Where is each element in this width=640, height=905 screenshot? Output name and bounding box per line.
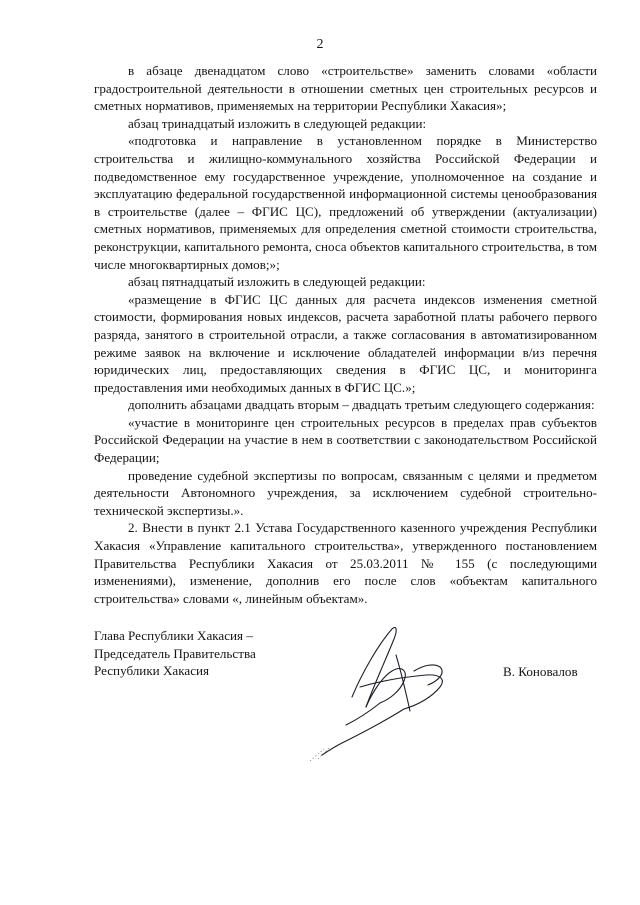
paragraph-5: «размещение в ФГИС ЦС данных для расчета индексов изменения сметной стоимости, формирования новых индексов, расчета заработной платы рабочего первого разряда, занятого в строительной отрасли, а также согласования в автоматизированном режиме заявок на включение и исключение обладателей информации в/из перечня юридических лиц, предоставляющих сведения в ФГИС ЦС, и мониторинга предоставления ими необходимых данных в ФГИС ЦС.»; <box>94 291 597 395</box>
paragraph-7: «участие в мониторинге цен строительных ресурсов в пределах прав субъектов Российской Федерации на участие в нем в соответствии с законодательством Российской Федерации; <box>94 414 597 466</box>
paragraph-9: 2. Внести в пункт 2.1 Устава Государственного казенного учреждения Республики Хакасия «Управление капитального строительства», утвержденного постановлением Правительства Республики Хакасия от 25.03.2011 № 155 (с последующими изменениями), изменение, дополнив его после слов «объектам капитального строительства» словами «, линейным объектам». <box>94 520 597 606</box>
signatory-title <box>94 627 256 680</box>
paragraph-3: «подготовка и направление в установленном порядке в Министерство строительства и жилищно-коммунального хозяйства Российской Федерации и подведомственное ему государственное учреждение, уполномоченное на создание и эксплуатацию федеральной государственной информационной системы ценообразования в строительстве (далее – ФГИС ЦС), предложений об утверждении (актуализации) сметных нормативов, применяемых для определения сметной стоимости строительства, реконструкции, капитального ремонта, сноса объектов капитального строительства, в том числе многоквартирных домов;»; <box>94 133 597 272</box>
handwritten-signature <box>300 615 480 765</box>
page-number: 2 <box>316 37 324 52</box>
paragraph-8: проведение судебной экспертизы по вопросам, связанным с целями и предметом деятельности Автономного учреждения, за исключением судебной строительно-технической экспертизы.». <box>94 467 597 518</box>
signatory-title-line: Председатель Правительства <box>94 645 256 661</box>
signer-name: В. Коновалов <box>503 664 578 679</box>
paragraph-1: в абзаце двенадцатом слово «строительстве» заменить словами «области градостроительной деятельности в отношении сметных цен строительных ресурсов и сметных нормативов, применяемых на территории Республики Хакасия»; <box>94 63 597 114</box>
paragraph-6: дополнить абзацами двадцать вторым – двадцать третьим следующего содержания: <box>128 397 595 413</box>
paragraph-4: абзац пятнадцатый изложить в следующей редакции: <box>128 274 426 290</box>
paragraph-2: абзац тринадцатый изложить в следующей редакции: <box>128 115 427 131</box>
document-body <box>94 62 597 607</box>
signatory-title-line: Республики Хакасия <box>94 663 210 679</box>
signatory-title-line: Глава Республики Хакасия – <box>94 628 253 643</box>
